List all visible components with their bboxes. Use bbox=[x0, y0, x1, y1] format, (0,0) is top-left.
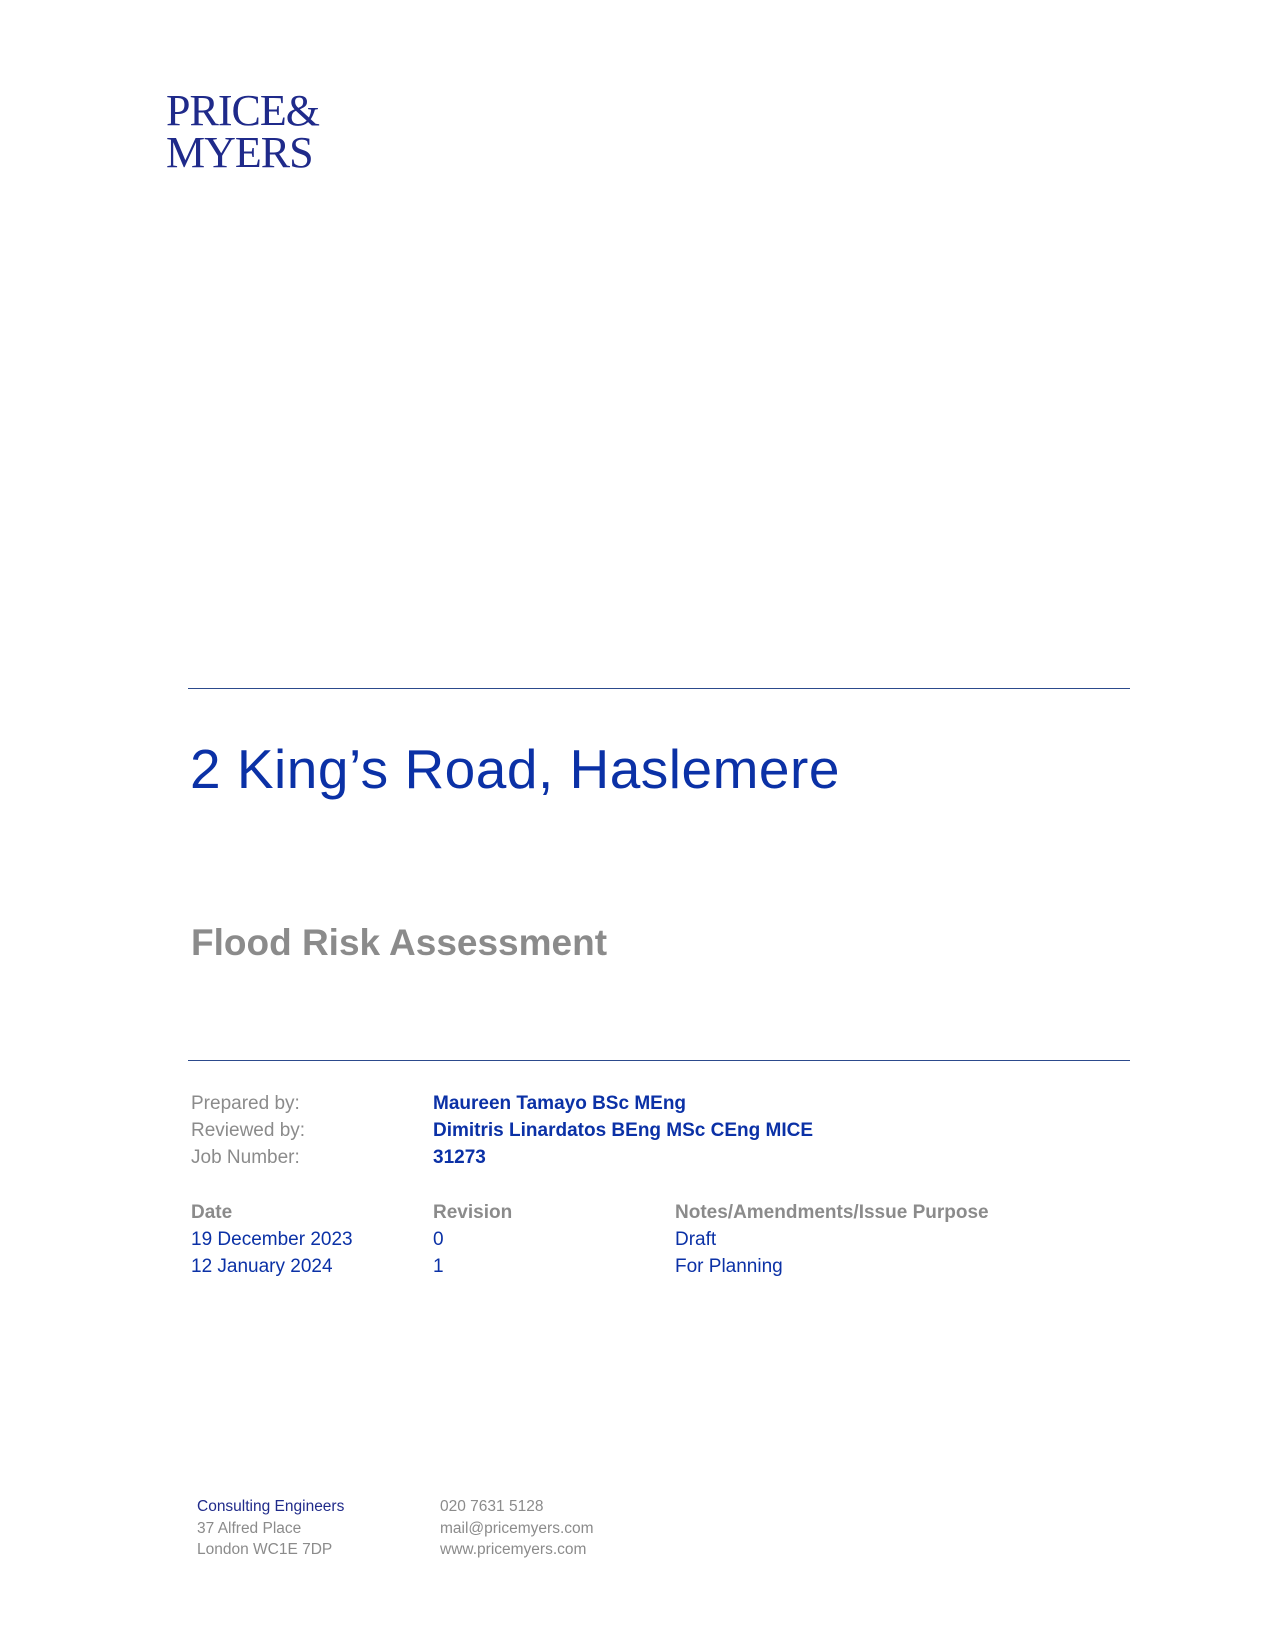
revision-table-header bbox=[191, 1199, 989, 1226]
date-header: Date bbox=[191, 1202, 233, 1223]
prepared-by-label: Prepared by: bbox=[191, 1093, 300, 1114]
revision-date: 19 December 2023 bbox=[191, 1229, 353, 1250]
reviewed-by-label: Reviewed by: bbox=[191, 1120, 306, 1141]
footer-email: mail@pricemyers.com bbox=[440, 1519, 594, 1537]
document-title: 2 King’s Road, Haslemere bbox=[190, 738, 840, 800]
logo-line-2: MYERS bbox=[166, 128, 313, 177]
logo-line-1: PRICE& bbox=[166, 86, 319, 135]
middle-divider bbox=[188, 1060, 1130, 1061]
revision-number: 1 bbox=[433, 1256, 444, 1277]
revision-header: Revision bbox=[433, 1202, 513, 1223]
job-number-label: Job Number: bbox=[191, 1147, 300, 1168]
revision-table bbox=[191, 1199, 989, 1280]
footer-address-line-2: London WC1E 7DP bbox=[197, 1541, 333, 1558]
top-divider bbox=[188, 688, 1130, 689]
document-meta bbox=[191, 1090, 813, 1171]
revision-date: 12 January 2024 bbox=[191, 1256, 333, 1277]
footer-phone: 020 7631 5128 bbox=[440, 1498, 544, 1515]
footer-contact bbox=[440, 1496, 594, 1561]
document-subtitle: Flood Risk Assessment bbox=[191, 922, 608, 963]
footer-address-line-1: 37 Alfred Place bbox=[197, 1519, 302, 1537]
revision-number: 0 bbox=[433, 1229, 444, 1250]
job-number-row bbox=[191, 1144, 813, 1171]
prepared-by-value: Maureen Tamayo BSc MEng bbox=[433, 1093, 687, 1114]
footer-address bbox=[197, 1496, 344, 1561]
revision-notes: Draft bbox=[675, 1229, 717, 1250]
prepared-by-row bbox=[191, 1090, 813, 1117]
revision-row bbox=[191, 1253, 989, 1280]
footer-company-type: Consulting Engineers bbox=[197, 1498, 345, 1515]
revision-row bbox=[191, 1226, 989, 1253]
reviewed-by-row bbox=[191, 1117, 813, 1144]
footer-website: www.pricemyers.com bbox=[440, 1541, 587, 1558]
notes-header: Notes/Amendments/Issue Purpose bbox=[675, 1202, 989, 1223]
reviewed-by-value: Dimitris Linardatos BEng MSc CEng MICE bbox=[433, 1120, 814, 1141]
revision-notes: For Planning bbox=[675, 1256, 783, 1277]
job-number-value: 31273 bbox=[433, 1147, 486, 1168]
company-logo bbox=[166, 86, 319, 177]
